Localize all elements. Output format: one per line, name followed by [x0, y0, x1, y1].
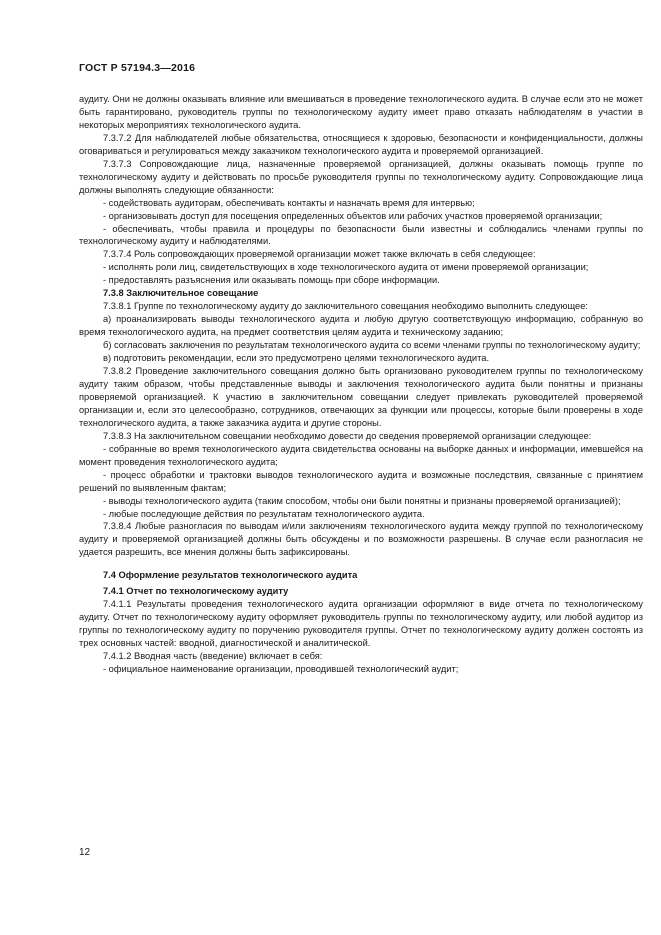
- body-paragraph: - предоставлять разъяснения или оказывать помощь при сборе информации.: [103, 275, 440, 286]
- document-header: ГОСТ Р 57194.3—2016: [79, 62, 196, 74]
- body-paragraph: 7.3.7.3 Сопровождающие лица, назначенные проверяемой организацией, должны оказывать помощь группе по технологическому аудиту и действовать по просьбе руководителя группы по технологическому аудиту. Сопровождающие лица должны выполнять следующие обязанности:: [79, 158, 643, 195]
- body-paragraph: б) согласовать заключения по результатам технологического аудита со всеми членами группы по технологическому аудиту;: [103, 340, 641, 351]
- body-paragraph: 7.4.1.2 Вводная часть (введение) включает в себя:: [103, 651, 323, 662]
- body-paragraph: а) проанализировать выводы технологического аудита и любую другую соответствующую информацию, собранную во время технологического аудита, на предмет соответствия целям аудита и техническому заданию;: [79, 314, 643, 338]
- body-paragraph: - собранные во время технологического аудита свидетельства основаны на выборке данных и информации, имевшейся на момент проведения технологического аудита;: [79, 443, 643, 467]
- page-number: 12: [79, 847, 91, 858]
- body-paragraph: - обеспечивать, чтобы правила и процедуры по безопасности были известны и соблюдались членами группы по технологическому аудиту и наблюдателями.: [79, 223, 643, 247]
- body-paragraph: 7.3.8.1 Группе по технологическому аудиту до заключительного совещания необходимо выполнить следующее:: [103, 301, 588, 312]
- body-paragraph: в) подготовить рекомендации, если это предусмотрено целями технологического аудита.: [103, 353, 490, 364]
- body-paragraph: - официальное наименование организации, проводившей технологический аудит;: [103, 663, 459, 674]
- body-paragraph: 7.3.7.4 Роль сопровождающих проверяемой организации может также включать в себя следующее:: [103, 249, 536, 260]
- body-paragraph: 7.3.8.3 На заключительном совещании необходимо довести до сведения проверяемой организации следующее:: [103, 430, 592, 441]
- body-paragraph: аудиту. Они не должны оказывать влияние или вмешиваться в проведение технологического аудита. В случае если это не может быть гарантировано, руководитель группы по технологическому аудиту имеет право отказать наблюдателям в участии в некоторых мероприятиях технологического аудита.: [79, 94, 643, 130]
- document-body: [79, 93, 643, 676]
- body-paragraph: - исполнять роли лиц, свидетельствующих в ходе технологического аудита от имени проверяемой организации;: [103, 262, 589, 273]
- body-paragraph: - любые последующие действия по результатам технологического аудита.: [103, 508, 425, 519]
- body-paragraph: - содействовать аудиторам, обеспечивать контакты и назначать время для интервью;: [103, 197, 475, 208]
- body-paragraph: 7.3.8.2 Проведение заключительного совещания должно быть организовано руководителем группы по технологическому аудиту таким образом, чтобы представленные выводы и заключения технологического аудита были понятны и признаны проверяемой организацией. К участию в заключительном совещании следует привлекать руководителей проверяемой организации и, если это целесообразно, сотрудников, отвечающих за функции или процессы, которые были проверены в ходе технологического аудита, а также заказчика аудита и другие стороны.: [79, 366, 643, 428]
- section-heading: 7.3.8 Заключительное совещание: [103, 288, 259, 299]
- section-heading: 7.4.1 Отчет по технологическому аудиту: [103, 586, 289, 597]
- body-paragraph: 7.3.7.2 Для наблюдателей любые обязательства, относящиеся к здоровью, безопасности и конфиденциальности, должны оговариваться и регулироваться между заказчиком технологического аудита и проверяемой организацией.: [79, 132, 643, 156]
- body-paragraph: 7.3.8.4 Любые разногласия по выводам и/или заключениям технологического аудита между группой по технологическому аудиту и проверяемой организацией должны быть обсуждены и по возможности разрешены. В случае если разногласия не удается разрешить, все мнения должны быть зафиксированы.: [79, 521, 643, 558]
- section-heading: 7.4 Оформление результатов технологического аудита: [103, 570, 358, 581]
- body-paragraph: - процесс обработки и трактовки выводов технологического аудита и возможные последствия, связанные с принятием решений по выявленным фактам;: [79, 469, 643, 493]
- body-paragraph: - организовывать доступ для посещения определенных объектов или рабочих участков проверяемой организации;: [103, 210, 603, 221]
- body-paragraph: 7.4.1.1 Результаты проведения технологического аудита организации оформляют в виде отчета по технологическому аудиту. Отчет по технологическому аудиту оформляет руководитель группы по технологическому аудиту, или любой аудитор из группы по технологическому аудиту по поручению руководителя группы. Отчет по технологическому аудиту должен состоять из трех основных частей: вводной, диагностической и аналитической.: [79, 599, 643, 649]
- body-paragraph: - выводы технологического аудита (таким способом, чтобы они были понятны и признаны проверяемой организацией);: [103, 495, 621, 506]
